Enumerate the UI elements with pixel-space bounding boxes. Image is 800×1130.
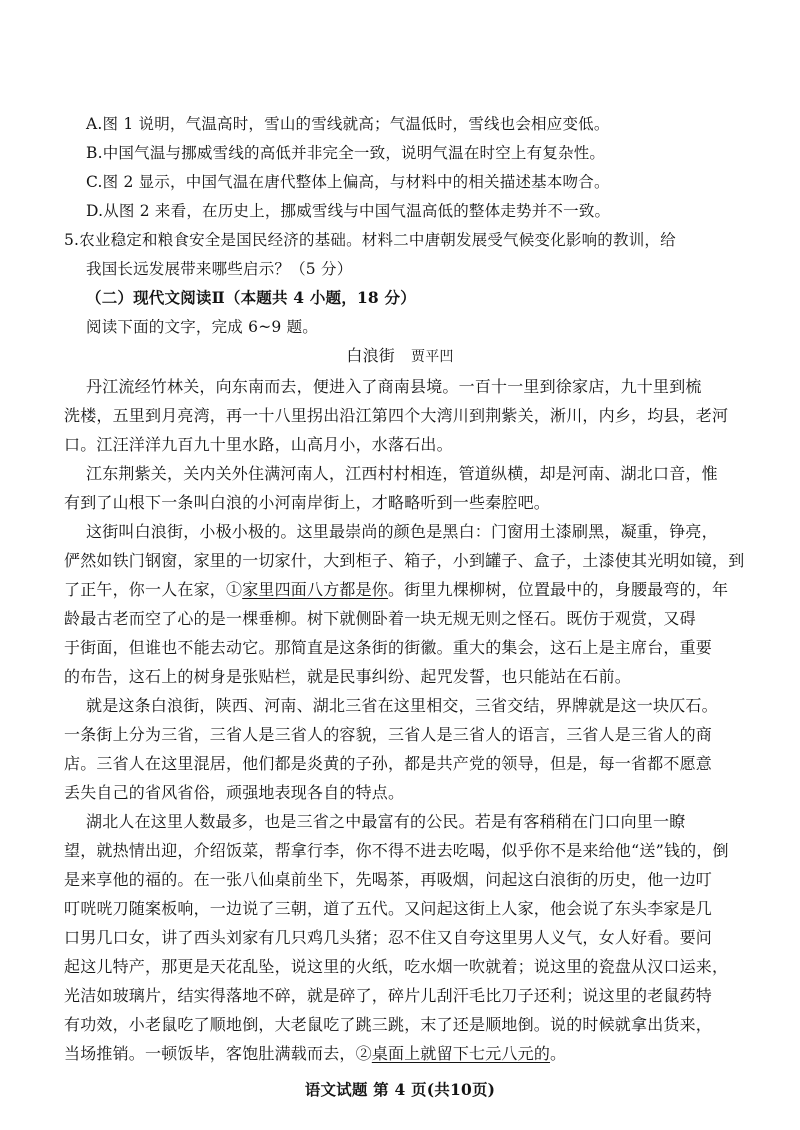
paragraph-5-line-4: 叮咣咣刀随案板响，一边说了三朝，道了五代。又问起这街上人家，他会说了东头李家是几 <box>64 899 713 918</box>
reading-instruction: 阅读下面的文字，完成 6~9 题。 <box>86 318 318 336</box>
paragraph-1-line-1: 丹江流经竹林关，向东南而去，便进入了商南县境。一百十一里到徐家店，九十里到梳 <box>86 377 702 396</box>
paragraph-5-line-1: 湖北人在这里人数最多，也是三省之中最富有的公民。若是有客稍稍在门口向里一瞭 <box>86 812 686 831</box>
paragraph-1-line-3: 口。江汪洋洋九百九十里水路，山高月小，水落石出。 <box>64 435 453 454</box>
page-footer: 语文试题 第 4 页(共10页) <box>304 1080 496 1099</box>
paragraph-4-line-3: 店。三省人在这里混居，他们都是炎黄的子孙，都是共产党的领导，但是，每一省都不愿意 <box>64 754 713 773</box>
underlined-sentence-1: 家里四面八方都是你 <box>242 580 389 599</box>
question-5-line-2: 我国长远发展带来哪些启示？（5 分） <box>86 260 353 278</box>
paragraph-3-line-1: 这街叫白浪街，小极小极的。这里最崇尚的颜色是黑白：门窗用土漆刷黑，凝重，铮亮， <box>86 522 718 541</box>
paragraph-5-line-5: 口男几口女，讲了西头刘家有几只鸡几头猪；忍不住又自夸这里男人义气，女人好看。要问 <box>64 928 713 947</box>
paragraph-5-text: 当场推销。一顿饭毕，客饱肚满载而去，② <box>64 1044 372 1063</box>
option-a: A.图 1 说明，气温高时，雪山的雪线就高；气温低时，雪线也会相应变低。 <box>86 115 610 133</box>
paragraph-4-line-4: 丢失自己的省风省俗，顽强地表现各自的特点。 <box>64 783 405 802</box>
paragraph-5-line-9 <box>64 1044 566 1064</box>
option-c: C.图 2 显示，中国气温在唐代整体上偏高，与材料中的相关描述基本吻合。 <box>86 173 610 191</box>
paragraph-5-line-6: 起这儿特产，那更是天花乱坠，说这里的火纸，吃水烟一吹就着；说这里的瓷盘从汉口运来， <box>64 957 729 976</box>
underlined-sentence-2: 桌面上就留下七元八元的 <box>371 1044 551 1063</box>
paragraph-3-line-6: 的布告，这石上的树身是张贴栏，就是民事纠纷、起咒发誓，也只能站在石前。 <box>64 667 632 686</box>
option-b: B.中国气温与挪威雪线的高低并非完全一致，说明气温在时空上有复杂性。 <box>86 144 606 162</box>
paragraph-5-line-8: 有功效，小老鼠吃了顺地倒，大老鼠吃了跳三跳，末了还是顺地倒。说的时候就拿出货来， <box>64 1015 713 1034</box>
paragraph-2-line-2: 有到了山根下一条叫白浪的小河南岸街上，才略略听到一些秦腔吧。 <box>64 493 551 512</box>
paragraph-4-line-1: 就是这条白浪街，陕西、河南、湖北三省在这里相交，三省交结，界牌就是这一块仄石。 <box>86 696 718 715</box>
paragraph-2-line-1: 江东荆紫关，关内关外住满河南人，江西村村相连，管道纵横，却是河南、湖北口音，惟 <box>86 464 718 483</box>
paragraph-5-text: 。 <box>550 1044 567 1063</box>
paragraph-3-text: 。街里九棵柳树，位置最中的，身腰最弯的，年 <box>388 580 729 599</box>
paragraph-3-line-4: 龄最古老而空了心的是一棵垂柳。树下就侧卧着一块无规无则之怪石。既仿于观赏，又碍 <box>64 609 696 628</box>
paragraph-4-line-2: 一条街上分为三省，三省人是三省人的容貌，三省人是三省人的语言，三省人是三省人的商 <box>64 725 713 744</box>
option-d: D.从图 2 来看，在历史上，挪威雪线与中国气温高低的整体走势并不一致。 <box>86 202 611 220</box>
question-5-line-1: 5.农业稳定和粮食安全是国民经济的基础。材料二中唐朝发展受气候变化影响的教训，给 <box>64 231 676 249</box>
article-title-line <box>0 346 800 367</box>
section-heading: （二）现代文阅读Ⅱ（本题共 4 小题，18 分） <box>86 288 416 307</box>
paragraph-3-line-5: 于街面，但谁也不能去动它。那简直是这条街的街徽。重大的集会，这石上是主席台，重要 <box>64 638 713 657</box>
paragraph-1-line-2: 洗楼，五里到月亮湾，再一十八里拐出沿江第四个大湾川到荆紫关，淅川，内乡，均县，老河 <box>64 406 729 425</box>
paragraph-3-text: 了正午，你一人在家，① <box>64 580 243 599</box>
paragraph-5-line-7: 光洁如玻璃片，结实得落地不碎，就是碎了，碎片儿刮汗毛比刀子还利；说这里的老鼠药特 <box>64 986 713 1005</box>
paragraph-5-line-2: 望，就热情出迎，介绍饭菜，帮拿行李，你不得不进去吃喝，似乎你不是来给他“送”钱的，倒 <box>64 841 729 860</box>
article-author: 贾平凹 <box>411 349 454 365</box>
article-title: 白浪街 <box>346 346 395 365</box>
paragraph-3-line-2: 俨然如铁门钢窗，家里的一切家什，大到柜子、箱子，小到罐子、盒子，土漆使其光明如镜，到 <box>64 551 745 570</box>
paragraph-5-line-3: 是来享他的福的。在一张八仙桌前坐下，先喝茶，再吸烟，问起这白浪街的历史，他一边叮 <box>64 870 713 889</box>
paragraph-3-line-3 <box>64 580 728 600</box>
